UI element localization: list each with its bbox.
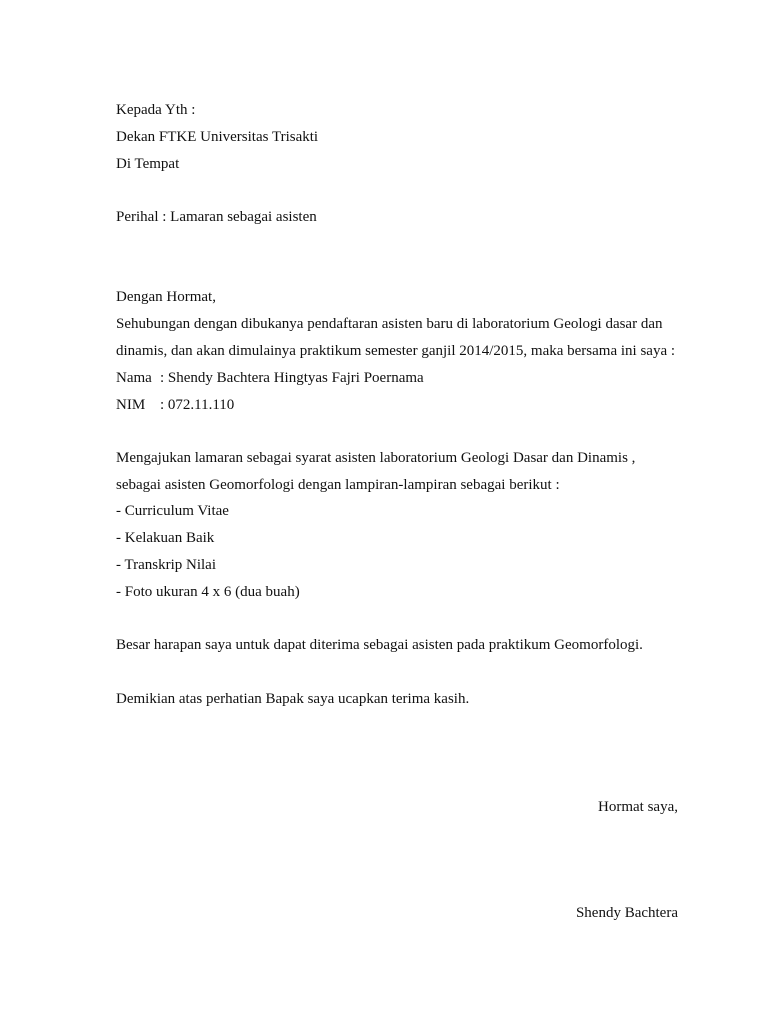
nim-label: NIM: [116, 397, 146, 413]
subject-line: Perihal : Lamaran sebagai asisten: [116, 209, 317, 225]
applicant-name-row: [116, 369, 424, 387]
application-line-1: Mengajukan lamaran sebagai syarat asisten laboratorium Geologi Dasar dan Dinamis ,: [116, 450, 636, 466]
attachment-item: - Kelakuan Baik: [116, 530, 215, 546]
recipient-line-3: Di Tempat: [116, 156, 180, 172]
recipient-line-2: Dekan FTKE Universitas Trisakti: [116, 129, 319, 145]
nim-value: : 072.11.110: [160, 397, 235, 413]
signature-name: Shendy Bachtera: [575, 905, 678, 921]
attachment-item: - Curriculum Vitae: [116, 503, 229, 519]
name-label: Nama: [116, 370, 152, 386]
attachment-item: - Transkrip Nilai: [116, 557, 217, 573]
salutation: Dengan Hormat,: [116, 289, 216, 305]
intro-line-2: dinamis, dan akan dimulainya praktikum semester ganjil 2014/2015, maka bersama ini saya :: [116, 343, 676, 359]
recipient-line-1: Kepada Yth :: [116, 102, 196, 118]
application-line-2: sebagai asisten Geomorfologi dengan lampiran-lampiran sebagai berikut :: [116, 477, 560, 493]
sign-off: Hormat saya,: [598, 799, 678, 815]
name-value: : Shendy Bachtera Hingtyas Fajri Poernama: [160, 370, 424, 386]
closing-paragraph: Demikian atas perhatian Bapak saya ucapkan terima kasih.: [116, 691, 470, 707]
intro-line-1: Sehubungan dengan dibukanya pendaftaran asisten baru di laboratorium Geologi dasar dan: [116, 316, 663, 332]
hope-paragraph: Besar harapan saya untuk dapat diterima sebagai asisten pada praktikum Geomorfologi.: [116, 637, 643, 653]
attachment-item: - Foto ukuran 4 x 6 (dua buah): [116, 584, 300, 600]
applicant-nim-row: [116, 396, 234, 414]
